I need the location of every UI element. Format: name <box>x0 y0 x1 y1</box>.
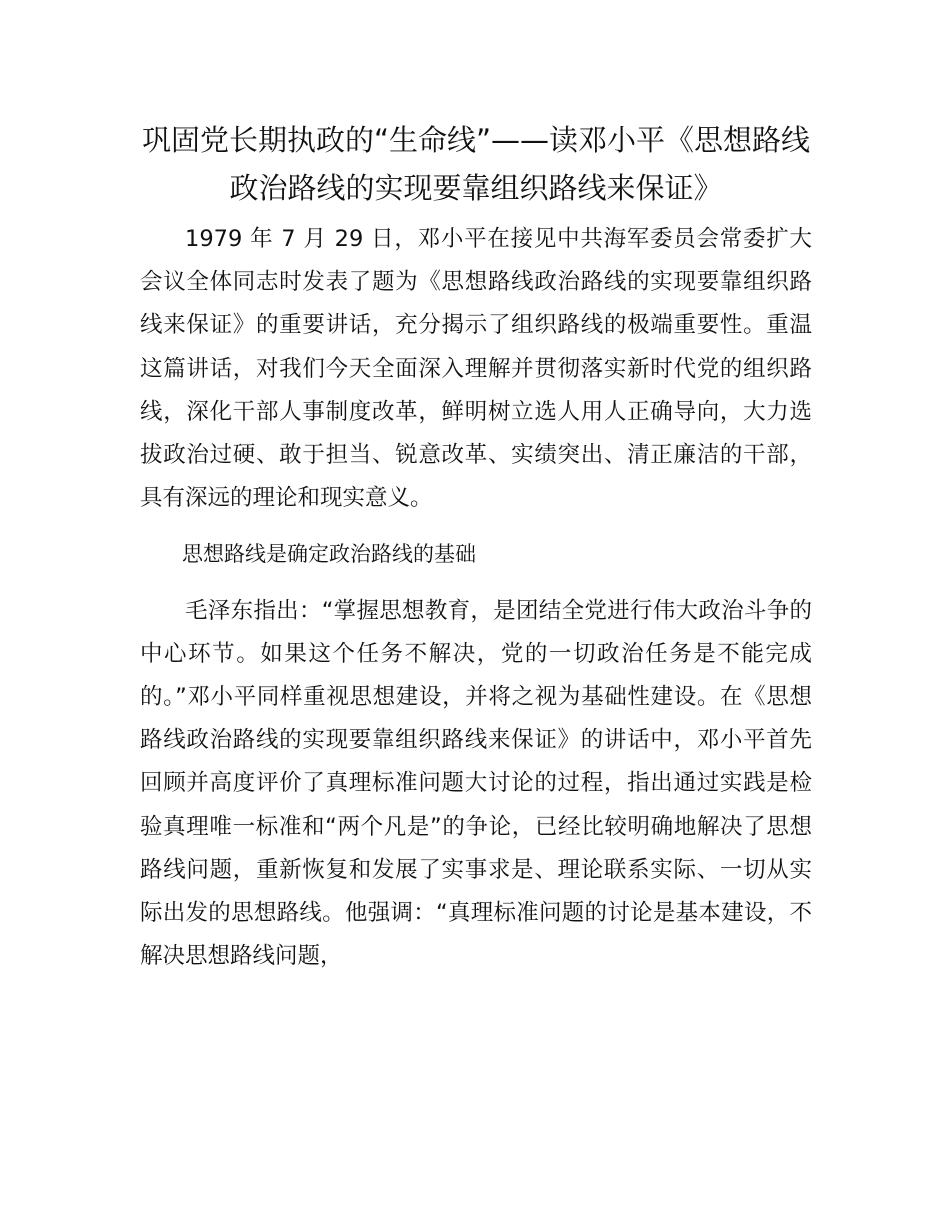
intro-paragraph: 1979 年 7 月 29 日，邓小平在接见中共海军委员会常委扩大会议全体同志时发表了题为《思想路线政治路线的实现要靠组织路线来保证》的重要讲话，充分揭示了组织路线的极端重要性。重温这篇讲话，对我们今天全面深入理解并贯彻落实新时代党的组织路线，深化干部人事制度改革，鲜明树立选人用人正确导向，大力选拔政治过硬、敢于担当、锐意改革、实绩突出、清正廉洁的干部，具有深远的理论和现实意义。 <box>140 226 812 512</box>
body-paragraph: 毛泽东指出：“掌握思想教育，是团结全党进行伟大政治斗争的中心环节。如果这个任务不解决，党的一切政治任务是不能完成的。”邓小平同样重视思想建设，并将之视为基础性建设。在《思想路线政治路线的实现要靠组织路线来保证》的讲话中，邓小平首先回顾并高度评价了真理标准问题大讨论的过程，指出通过实践是检验真理唯一标准和“两个凡是”的争论，已经比较明确地解决了思想路线问题，重新恢复和发展了实事求是、理论联系实际、一切从实际出发的思想路线。他强调：“真理标准问题的讨论是基本建设，不解决思想路线问题， <box>140 597 812 970</box>
section-heading: 思想路线是确定政治路线的基础 <box>182 542 476 567</box>
document-title: 巩固党长期执政的“生命线”——读邓小平《思想路线政治路线的实现要靠组织路线来保证》 <box>141 123 811 205</box>
document-body <box>140 218 812 978</box>
